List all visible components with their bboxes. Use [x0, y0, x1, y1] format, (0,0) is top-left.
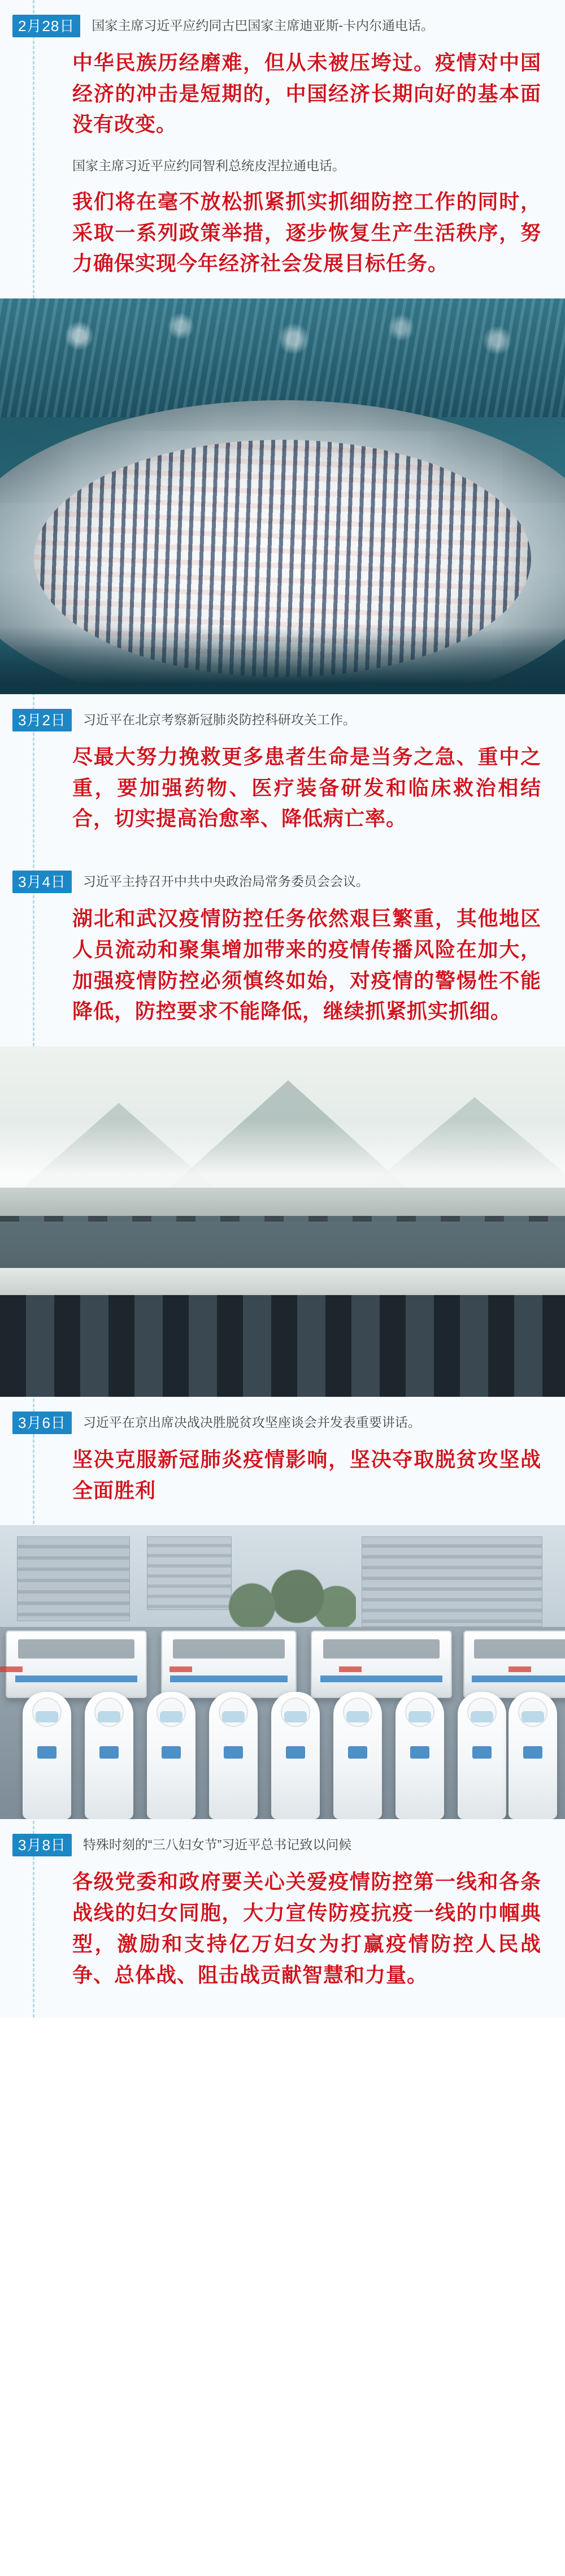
entry-quote: 中华民族历经磨难，但从未被压垮过。疫情对中国经济的冲击是短期的，中国经济长期向好的基本面没有改变。: [72, 51, 541, 137]
date-badge: 3月4日: [12, 871, 72, 893]
timeline-entry: [0, 1819, 565, 2017]
entry-headline: 习近平主持召开中共中央政治局常务委员会会议。: [82, 874, 369, 889]
entry-header: [0, 694, 565, 731]
entry-quote: 坚决克服新冠肺炎疫情影响，坚决夺取脱贫攻坚战全面胜利: [72, 1447, 541, 1503]
timeline-entry: [0, 856, 565, 1397]
entry-subheadline: 国家主席习近平应约同智利总统皮涅拉通电话。: [72, 158, 345, 174]
timeline-entry: [0, 0, 565, 694]
entry-headline: 特殊时刻的“三八妇女节”习近平总书记致以问候: [82, 1837, 352, 1852]
entry-headline: 习近平在京出席决战决胜脱贫攻坚座谈会并发表重要讲话。: [82, 1414, 421, 1430]
entry-header: [0, 1397, 565, 1434]
timeline-entry: [0, 1397, 565, 1819]
date-badge: 2月28日: [12, 15, 80, 37]
entry-header: [0, 0, 565, 37]
entry-headline: 习近平在北京考察新冠肺炎防控科研攻关工作。: [82, 712, 356, 727]
entry-headline: 国家主席习近平应约同古巴国家主席迪亚斯-卡内尔通电话。: [92, 18, 434, 33]
entry-quote: 尽最大努力挽救更多患者生命是当务之急、重中之重，要加强药物、医疗装备研发和临床救治相结合，切实提高治愈率、降低病亡率。: [72, 744, 541, 831]
ambulances-and-medical-workers-photo: [0, 1525, 565, 1819]
entry-header: [0, 856, 565, 893]
entry-quote: 湖北和武汉疫情防控任务依然艰巨繁重，其他地区人员流动和聚集增加带来的疫情传播风险在加大，加强疫情防控必须慎终如始，对疫情的警惕性不能降低，防控要求不能降低，继续抓紧抓实抓细。: [72, 907, 541, 1024]
date-badge: 3月8日: [12, 1834, 72, 1856]
timeline-entry: [0, 694, 565, 856]
politburo-standing-committee-meeting-photo: [0, 1046, 565, 1397]
convention-hall-makeshift-hospital-photo: [0, 298, 565, 694]
entry-quote-secondary: 我们将在毫不放松抓紧抓实抓细防控工作的同时，采取一系列政策举措，逐步恢复生产生活秩序，努力确保实现今年经济社会发展目标任务。: [72, 189, 541, 276]
entry-header: [0, 1819, 565, 1856]
date-badge: 3月6日: [12, 1412, 72, 1434]
date-badge: 3月2日: [12, 709, 72, 731]
entry-quote: 各级党委和政府要关心关爱疫情防控第一线和各条战线的妇女同胞，大力宣传防疫抗疫一线的巾帼典型，激励和支持亿万妇女为打赢疫情防控人民战争、总体战、阻击战贡献智慧和力量。: [72, 1870, 541, 1987]
